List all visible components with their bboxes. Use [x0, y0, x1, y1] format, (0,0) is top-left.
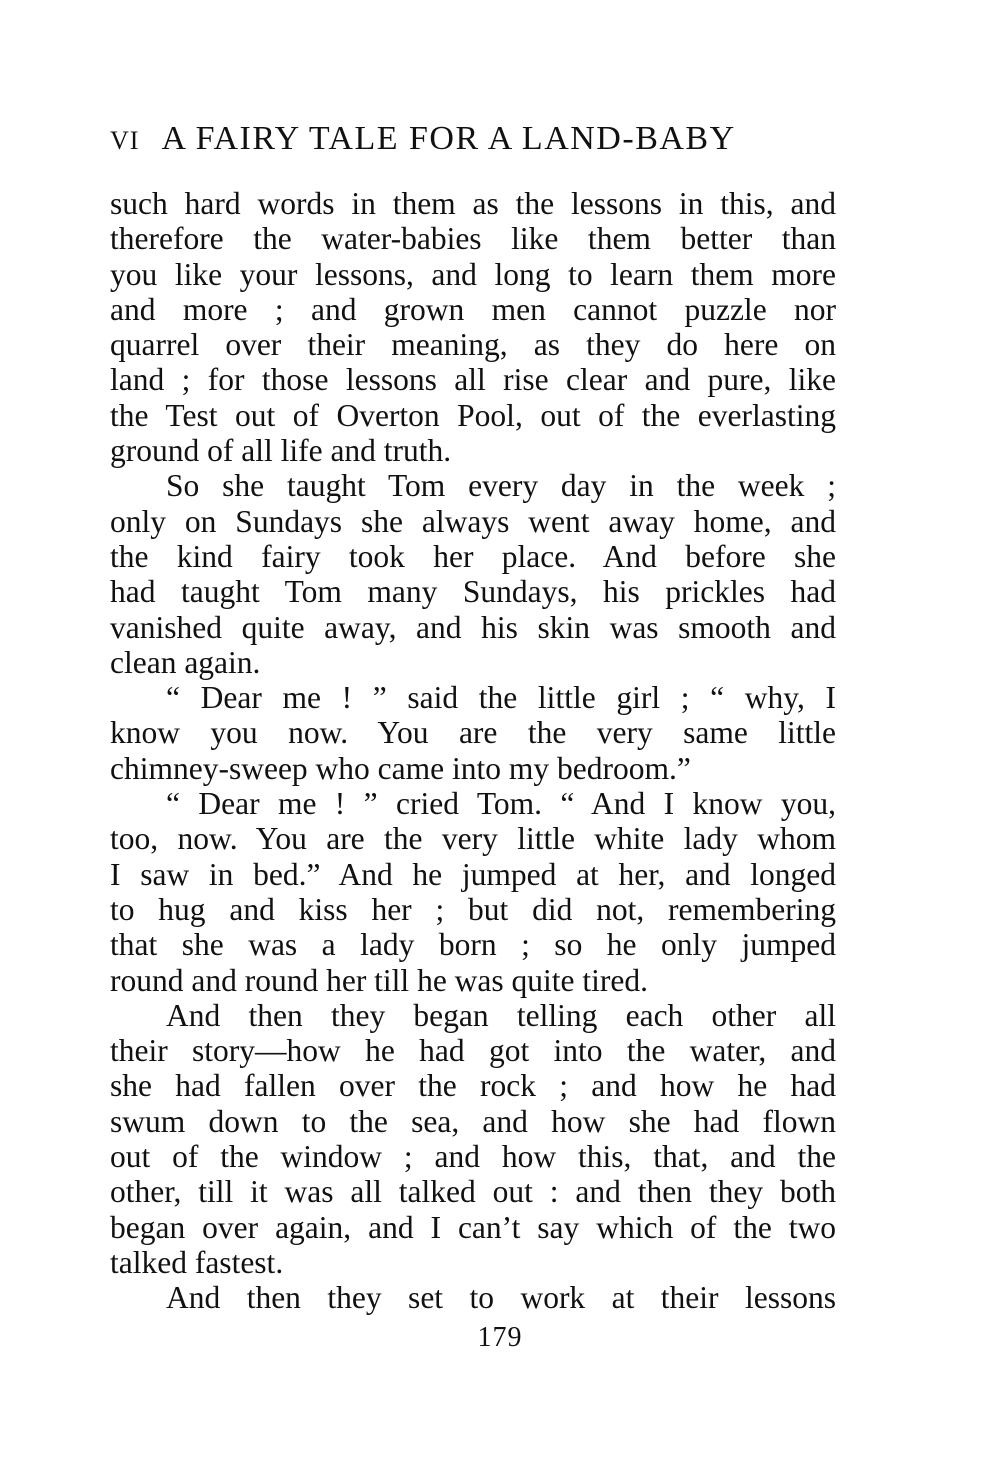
text-line: only on Sundays she always went away home, and — [110, 503, 836, 539]
text-line: therefore the water-babies like them better than — [110, 221, 836, 257]
text-line: clean again. — [110, 644, 261, 680]
text-line: And then they began telling each other all — [166, 997, 836, 1033]
text-line: vanished quite away, and his skin was smooth and — [110, 609, 836, 645]
text-line: “ Dear me ! ” cried Tom. “ And I know you, — [166, 786, 836, 822]
text-line: that she was a lady born ; so he only jumped — [110, 927, 836, 963]
text-line: the kind fairy took her place. And before she — [110, 538, 836, 574]
text-line: began over again, and I can’t say which of the two — [110, 1209, 836, 1245]
text-line: swum down to the sea, and how she had flown — [110, 1103, 836, 1139]
running-title: A FAIRY TALE FOR A LAND-BABY — [161, 120, 736, 157]
text-line: out of the window ; and how this, that, and the — [110, 1139, 836, 1175]
text-line: land ; for those lessons all rise clear and pure, like — [110, 362, 836, 398]
text-line: other, till it was all talked out : and then they both — [110, 1174, 836, 1210]
text-line: the Test out of Overton Pool, out of the everlasting — [110, 397, 836, 433]
text-line: had taught Tom many Sundays, his prickles had — [110, 574, 836, 610]
text-line: And then they set to work at their lessons — [166, 1280, 836, 1316]
chapter-number: VI — [110, 126, 140, 155]
text-line: you like your lessons, and long to learn them more — [110, 256, 836, 292]
page-number: 179 — [477, 1322, 523, 1353]
text-line: So she taught Tom every day in the week ; — [166, 468, 836, 504]
text-line: and more ; and grown men cannot puzzle nor — [110, 291, 836, 327]
text-line: their story—how he had got into the water, and — [110, 1033, 836, 1069]
text-line: I saw in bed.” And he jumped at her, and longed — [110, 856, 836, 892]
text-line: talked fastest. — [110, 1244, 284, 1280]
text-line: “ Dear me ! ” said the little girl ; “ why, I — [166, 680, 836, 716]
text-line: know you now. You are the very same little — [110, 715, 836, 751]
text-line: chimney-sweep who came into my bedroom.” — [110, 750, 691, 786]
text-line: such hard words in them as the lessons in this, and — [110, 186, 836, 221]
running-header — [110, 120, 840, 166]
text-line: too, now. You are the very little white lady whom — [110, 821, 836, 857]
body-text — [110, 186, 836, 1316]
text-line: quarrel over their meaning, as they do here on — [110, 327, 836, 363]
text-line: she had fallen over the rock ; and how he had — [110, 1068, 836, 1104]
text-line: round and round her till he was quite tired. — [110, 962, 648, 998]
text-line: to hug and kiss her ; but did not, remembering — [110, 891, 836, 927]
text-line: ground of all life and truth. — [110, 433, 452, 469]
